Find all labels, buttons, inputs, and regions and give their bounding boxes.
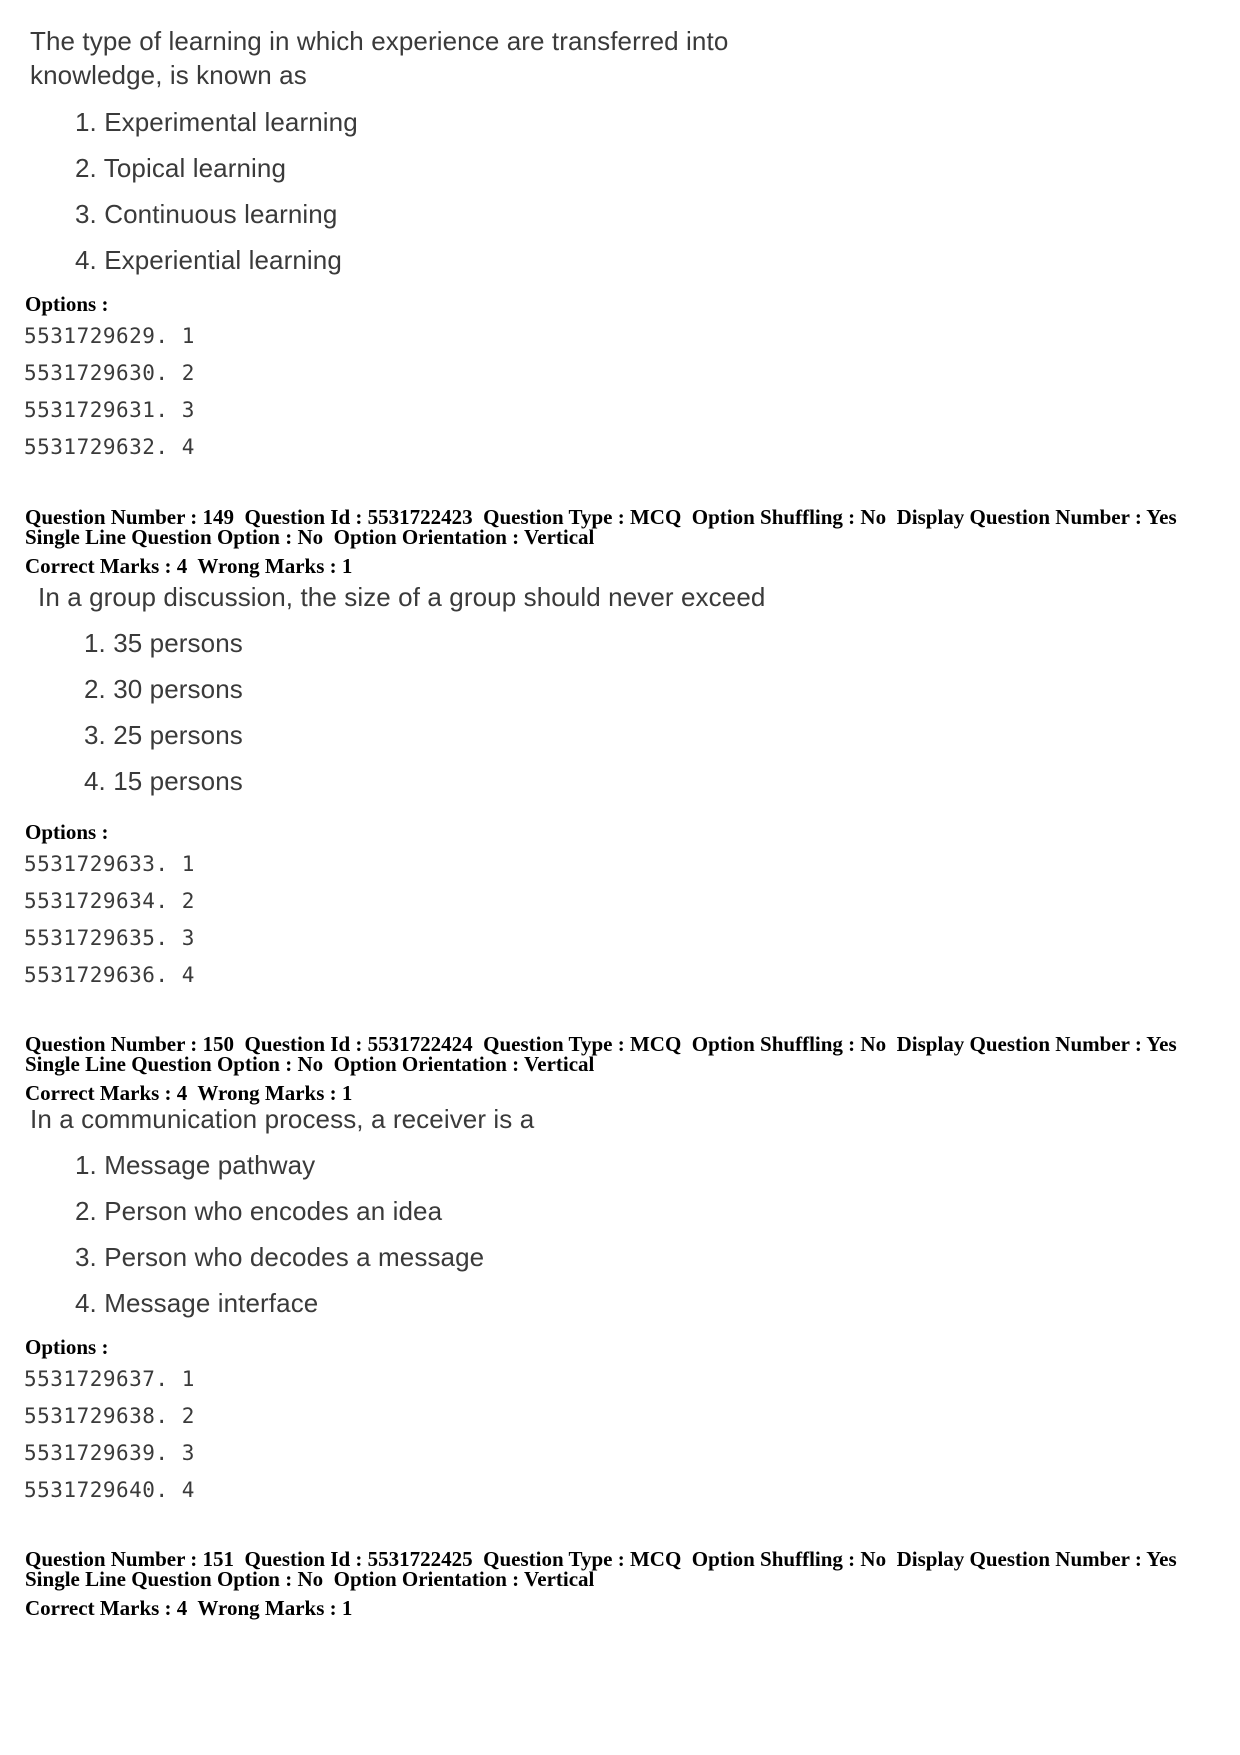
question-stem bbox=[30, 24, 790, 93]
question-choices bbox=[75, 1142, 790, 1326]
question-marks-line: Correct Marks : 4 Wrong Marks : 1 bbox=[25, 1081, 353, 1105]
question-choices bbox=[75, 99, 790, 283]
question-choice: 3. Continuous learning bbox=[75, 198, 338, 229]
question-choice: 4. Experiential learning bbox=[75, 244, 342, 275]
option-item: 5531729637. 1 bbox=[24, 1367, 195, 1391]
question-150-image bbox=[30, 1102, 790, 1326]
question-choice: 2. Person who encodes an idea bbox=[75, 1196, 443, 1227]
question-stem-line: knowledge, is known as bbox=[30, 60, 307, 91]
option-item: 5531729638. 2 bbox=[24, 1404, 195, 1428]
question-choice: 2. Topical learning bbox=[75, 152, 287, 183]
question-meta-line: Single Line Question Option : No Option Orientation : Vertical bbox=[25, 1567, 595, 1591]
question-choice: 1. 35 persons bbox=[84, 628, 243, 659]
question-meta-line: Question Number : 149 Question Id : 5531722423 Question Type : MCQ Option Shuffling : No Display Question Number : Yes bbox=[25, 505, 1177, 529]
options-list bbox=[24, 318, 195, 466]
question-stem: In a communication process, a receiver is a bbox=[30, 1104, 535, 1134]
question-marks-line: Correct Marks : 4 Wrong Marks : 1 bbox=[25, 1596, 353, 1620]
question-meta-line: Question Number : 150 Question Id : 5531722424 Question Type : MCQ Option Shuffling : No Display Question Number : Yes bbox=[25, 1032, 1177, 1056]
question-stem: In a group discussion, the size of a group should never exceed bbox=[38, 582, 766, 612]
question-choice: 4. Message interface bbox=[75, 1288, 319, 1319]
options-list bbox=[24, 846, 195, 994]
options-label: Options : bbox=[25, 292, 109, 316]
question-stem-line: The type of learning in which experience are transferred into bbox=[30, 26, 729, 56]
question-choices bbox=[84, 620, 798, 804]
option-item: 5531729639. 3 bbox=[24, 1441, 195, 1465]
question-choice: 4. 15 persons bbox=[84, 766, 243, 797]
options-label: Options : bbox=[25, 820, 109, 844]
question-148-image bbox=[30, 24, 790, 283]
options-label: Options : bbox=[25, 1335, 109, 1359]
option-item: 5531729636. 4 bbox=[24, 963, 195, 987]
option-item: 5531729630. 2 bbox=[24, 361, 195, 385]
options-list bbox=[24, 1361, 195, 1509]
question-149-image bbox=[38, 580, 798, 804]
option-item: 5531729632. 4 bbox=[24, 435, 195, 459]
question-choice: 2. 30 persons bbox=[84, 674, 243, 705]
question-choice: 1. Message pathway bbox=[75, 1150, 316, 1181]
option-item: 5531729631. 3 bbox=[24, 398, 195, 422]
question-choice: 1. Experimental learning bbox=[75, 106, 358, 137]
option-item: 5531729634. 2 bbox=[24, 889, 195, 913]
question-meta-line: Question Number : 151 Question Id : 5531722425 Question Type : MCQ Option Shuffling : No Display Question Number : Yes bbox=[25, 1547, 1177, 1571]
option-item: 5531729629. 1 bbox=[24, 324, 195, 348]
question-meta-line: Single Line Question Option : No Option Orientation : Vertical bbox=[25, 525, 595, 549]
question-choice: 3. Person who decodes a message bbox=[75, 1242, 485, 1273]
option-item: 5531729635. 3 bbox=[24, 926, 195, 950]
question-choice: 3. 25 persons bbox=[84, 720, 243, 751]
option-item: 5531729633. 1 bbox=[24, 852, 195, 876]
question-marks-line: Correct Marks : 4 Wrong Marks : 1 bbox=[25, 554, 353, 578]
option-item: 5531729640. 4 bbox=[24, 1478, 195, 1502]
question-meta-line: Single Line Question Option : No Option Orientation : Vertical bbox=[25, 1052, 595, 1076]
